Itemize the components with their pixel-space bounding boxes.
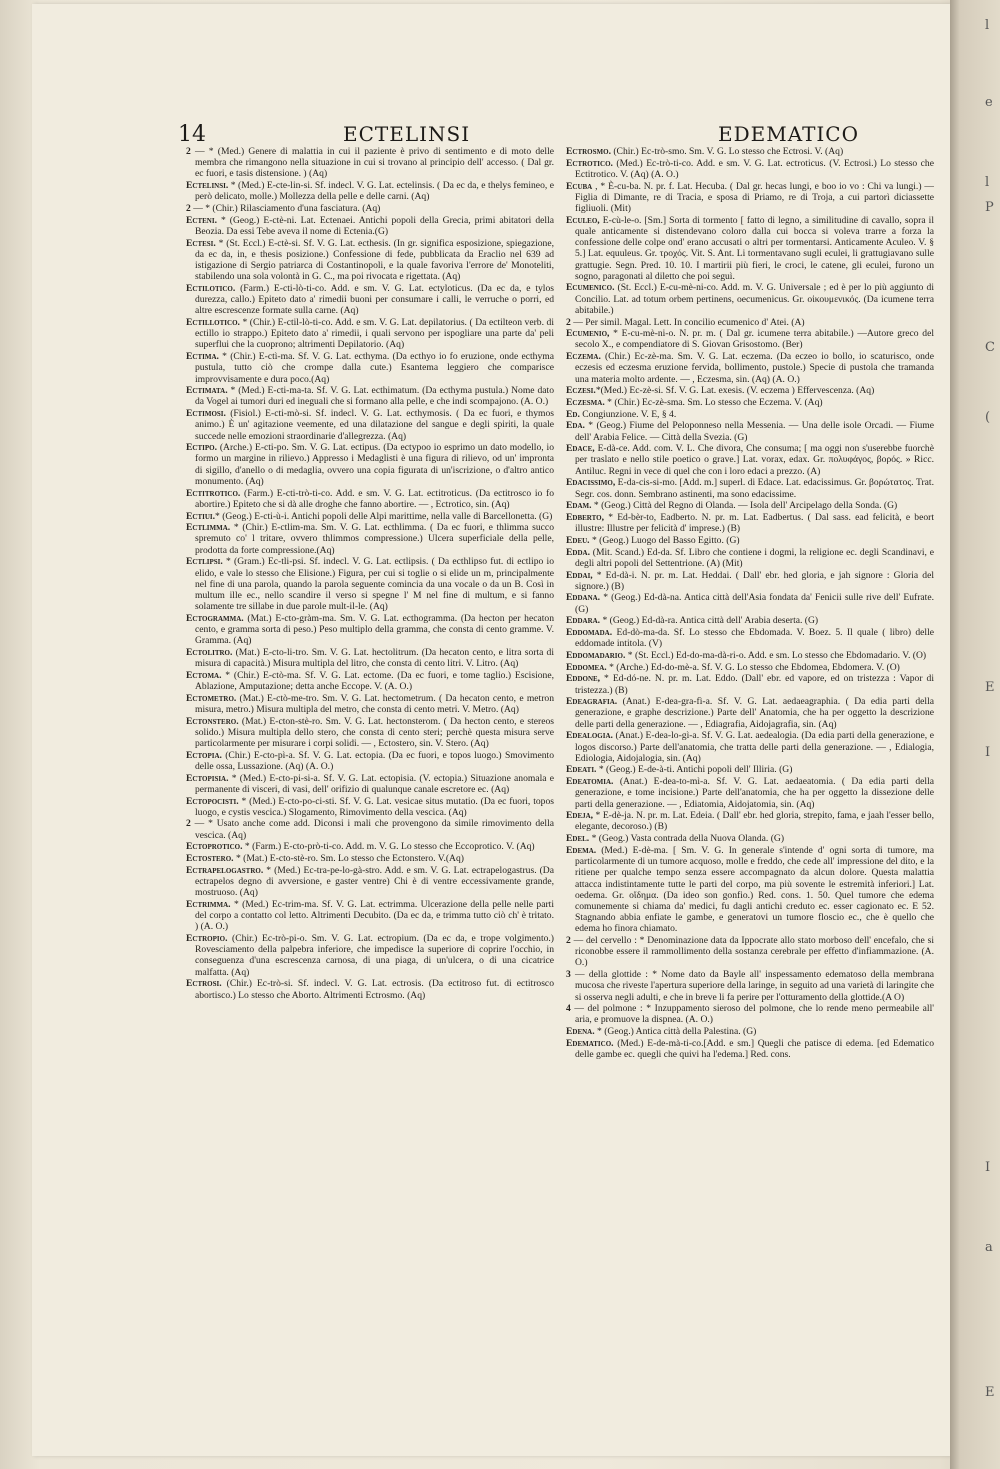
dictionary-entry xyxy=(186,693,554,715)
entry-definition: * (Geog.) E-cti-ù-i. Antichi popoli delle Alpi marittime, nella valle di Barcellonetta. (G) xyxy=(215,510,553,522)
entry-headword: Ecumenio, xyxy=(566,328,610,340)
entry-headword: Ecuba xyxy=(566,180,593,192)
entry-definition: (Farm.) E-cti-trò-ti-co. Add. e sm. V. G. Lat. ectitroticus. (Da ectitrosco io fo abortire.) Epiteto che si dà alle droghe che fanno abortire. — , Ectrotico, sin. (Aq) xyxy=(195,487,554,510)
entry-definition: E-da-cis-si-mo. [Add. m.] superl. di Edace. Lat. edacissimus. Gr. βορώτατος. Trat. Segr. cos. donn. Sembrano astinenti, ma sono edacissime. xyxy=(575,477,934,500)
entry-headword: Ectesi. xyxy=(186,237,216,249)
entry-definition: (St. Eccl.) E-cu-mè-ni-co. Add. m. V. G. Universale ; ed è per lo più aggiunto di Concilio. Lat. ad totum orbem pertinens, oecumenicus. Gr. οἰκουμενικός. (Da icumene terra abitabile.) xyxy=(575,282,934,316)
dictionary-entry xyxy=(566,181,934,215)
entry-definition: — del cervello : * Denominazione data da Ippocrate allo stato morboso dell' encefalo, che si riconobbe essere il rammollimento della sostanza cerebrale per effetto d'infiammazione. (A. O.) xyxy=(570,935,934,969)
entry-headword: Eczema. xyxy=(566,351,601,363)
entry-headword: 2 xyxy=(566,935,571,947)
entry-definition: — Per simil. Magal. Lett. In concilio ecumenico d' Atei. (A) xyxy=(570,316,805,328)
edge-character: I xyxy=(985,745,991,760)
entry-headword: Ectometro. xyxy=(186,692,237,704)
edge-character: l xyxy=(985,18,990,33)
entry-headword: Ectillotico. xyxy=(186,317,240,329)
dictionary-entry xyxy=(566,535,934,546)
entry-definition: (Mat.) E-cto-gràm-ma. Sm. V. G. Lat. ecthogramma. (Da hecton per hecaton cento, e gramma sorta di peso.) Peso multiplo della gramma, che consta di cento gramme. V. Gramma. (Aq) xyxy=(195,612,554,647)
entry-headword: Ectrosi. xyxy=(186,978,222,990)
edge-character: P xyxy=(985,200,994,215)
dictionary-entry xyxy=(566,662,934,673)
dictionary-entry xyxy=(186,385,554,407)
dictionary-entry xyxy=(566,673,934,695)
entry-headword: Edeatomia. xyxy=(566,776,614,788)
dictionary-entry xyxy=(186,613,554,647)
entry-headword: Edda. xyxy=(566,546,590,558)
entry-definition: * (Geog.) Ed-dà-na. Antica città dell'Asia fondata da' Fenicii sulle rive dell' Eufrate. (G) xyxy=(575,592,934,615)
entry-definition: — * (Chir.) Rilasciamento d'una fasciatura. (Aq) xyxy=(190,203,381,215)
entry-headword: Ectropio. xyxy=(186,933,228,945)
dictionary-entry xyxy=(186,488,554,510)
entry-definition: (Chir.) Ec-trò-si. Sf. indecl. V. G. Lat. ectrosis. (Da ectitroso fut. di ectitrosco abortisco.) Lo stesso che Aborto. Altrimenti Ectrosmo. (Aq) xyxy=(195,978,554,1001)
entry-definition: * (Med.) E-cto-pi-si-a. Sf. V. G. Lat. ectopisia. (V. ectopia.) Situazione anomala e permanente di visceri, di vasi, dell' orifizio di qualunque canale escretore ec. (Aq) xyxy=(195,772,554,795)
entry-definition: (Fisiol.) E-cti-mò-si. Sf. indecl. V. G. Lat. ecthymosis. ( Da ec fuori, e thymos animo.) È un' agitazione veemente, ed una dilatazione del sangue e degli spiriti, la quale succede nelle emozioni straordinarie d'allegrezza. (Aq) xyxy=(195,408,554,442)
entry-definition: * (Chir.) E-ctil-lò-ti-co. Add. e sm. V. G. Lat. depilatorius. ( Da ectilteon verb. di ectillo io strappo.) Epiteto dato a' rimedii, i quali servono per ispogliare una parte da' peli superflui che la cuoprono; altrimenti Depilatorio. (Aq) xyxy=(195,317,554,351)
entry-headword: Eczesi. xyxy=(566,385,596,397)
entry-definition: * (Chir.) Ec-zè-sma. Sm. Lo stesso che Eczema. V. (Aq) xyxy=(604,396,823,408)
dictionary-entry xyxy=(566,650,934,661)
entry-headword: Ectrapelogastro. xyxy=(186,864,264,876)
entry-headword: Ectima. xyxy=(186,351,219,363)
dictionary-entry xyxy=(566,385,934,396)
entry-definition: * (Chir.) E-ctì-ma. Sf. V. G. Lat. ecthyma. (Da ecthyo io fo eruzione, onde ecthyma pustula, tutto ciò che crompe dalla cute.) Esantema leggiero che comparisce improvvisamente e dura poco.(Aq) xyxy=(195,351,554,385)
dictionary-entry xyxy=(566,420,934,442)
entry-headword: Edberto, xyxy=(566,512,604,523)
entry-headword: Edeja, xyxy=(566,810,594,822)
entry-headword: 2 xyxy=(186,146,191,157)
dictionary-entry xyxy=(186,773,554,795)
entry-definition: * (Med.) E-cto-po-ci-sti. Sf. V. G. Lat. vesicae situs mutatio. (Da ec fuori, topos luogo, e cystis vescica.) Slogamento, Rimovimento della vescica. (Aq) xyxy=(195,795,554,818)
dictionary-entry xyxy=(186,647,554,669)
entry-headword: Ectimosi. xyxy=(186,408,226,420)
entry-definition: * (Geog.) Vasta contrada della Nuova Olanda. (G) xyxy=(589,833,785,845)
dictionary-entry xyxy=(186,203,554,214)
header-first-word: ECTELINSI xyxy=(343,122,471,146)
entry-definition: * (Geog.) Ed-dà-ra. Antica città dell' Arabia deserta. (G) xyxy=(600,615,819,627)
entry-definition: * E-dè-ja. N. pr. m. Lat. Edeia. ( Dall' ebr. hed gloria, strepito, fama, e jaah l'esser bello, elegante, decoroso.) (B) xyxy=(575,810,934,833)
entry-definition: — del polmone : * Inzuppamento sieroso del polmone, che lo rende meno permeabile all' aria, e promuove la dispnea. (A. O.) xyxy=(570,1003,934,1026)
entry-headword: Ectogramma. xyxy=(186,612,244,624)
dictionary-entry xyxy=(566,696,934,730)
dictionary-entry xyxy=(566,409,934,420)
entry-definition: (Chir.) Ec-trò-pi-o. Sm. V. G. Lat. ectropium. (Da ec da, e trope volgimento.) Rovesciamento della palpebra inferiore, che impedisce la superiore di coprire l'occhio, in conseguenza d'una escrescenza carnosa, di una piaga, di un'ulcera, o di una cicatrice malfatta. (Aq) xyxy=(195,933,554,978)
entry-definition: (Chir.) Ec-zè-ma. Sm. V. G. Lat. eczema. (Da eczeo io bollo, io scaturisco, onde eczesis ed eczesma eruzione fervida, bollimento, pustole.) Specie di pustola che tramanda una materia molto ardente. — , Eczesma, sin. (Aq) (A. O.) xyxy=(575,351,934,385)
entry-headword: Eddana. xyxy=(566,592,601,604)
entry-definition: — * (Med.) Genere di malattia in cui il paziente è privo di sentimento e di moto delle membra che rimangono nella situazione in cui si trovano al principio dell' accesso. ( Dal gr. ec fuori, e tasis distensione. ) (Aq) xyxy=(190,146,554,180)
dictionary-entry xyxy=(186,818,554,840)
entry-definition: (Med.) E-dè-ma. [ Sm. V. G. In generale s'intende d' ogni sorta di tumore, ma particolarmente di un tumore acquoso, molle e freddo, che cede all' impressione del dito, e la ritiene per qualche tempo senza essere accompagnato da alcun dolore. Questa malattia attacca indistintamente tutte le parti del corpo, ma più sovente le estremità inferiori.] Lat. oedema. Gr. οἴδημα. (Da ideo son gonfio.) Red. cons. 1. 50. Quel tumore che edema comunemente si chiama da' medici, fu dagli antichi creduto ec. esser cagionato ec. E 52. Stagnando abbia enfiate le gambe, e generatovi un tumore floscio ec., che è quello che edema ho finora chiamato. xyxy=(575,844,934,935)
dictionary-entry xyxy=(566,845,934,935)
entry-definition: * Ed-bèr-to, Eadberto. N. pr. m. Lat. Eadbertus. ( Dal sass. ead felicità, e beort illustre: Illustre per felicità d' imprese.) (B) xyxy=(575,512,934,535)
entry-headword: Ectopia. xyxy=(186,749,222,761)
header-last-word: EDEMATICO xyxy=(718,122,860,146)
dictionary-entry xyxy=(566,317,934,328)
entry-definition: * (Chir.) E-ctò-ma. Sf. V. G. Lat. ectome. (Da ec fuori, e tome taglio.) Escisione, Ablazione, Amputazione; detta anche Eccope. V. (A. O.) xyxy=(195,669,554,693)
entry-headword: Eddomadario. xyxy=(566,649,626,661)
edge-character: a xyxy=(985,1240,993,1255)
entry-definition: * (Chir.) E-ctlim-ma. Sm. V. G. Lat. ecthlimma. ( Da ec fuori, e thlimma succo spremuto co' l tritare, ovvero thlimmos compressione.) Ulcera superficiale della pelle, prodotta da forte compressione.(Aq) xyxy=(195,522,554,556)
entry-definition: E-cù-le-o. [Sm.] Sorta di tormento [ fatto di legno, a similitudine di cavallo, sopra il quale anticamente si distendevano coloro dalla cui bocca si voleva trarre a forza la confessione delle colpe ond' erano accusati o altri per tormentarsi. Anticamente Aculeo. V. § 5.] Lat. equuleus. Gr. τροχός. Vit. S. Ant. Li tormentavano sugli eculei, li grattugiavano sulle grattugie. Segn. Pred. 10. 10. I martirii più fieri, le croci, le catene, gli eculei, furono un sogno, paragonati al diletto che poi seguì. xyxy=(575,214,934,282)
entry-definition: * (Geog.) E-ctè-ni. Lat. Ectenaei. Antichi popoli della Grecia, primi abitatori della Beozia. Da essi Tebe aveva il nome di Ectenia.(G) xyxy=(195,214,554,237)
entry-headword: Edematico. xyxy=(566,1037,614,1049)
dictionary-entry xyxy=(186,796,554,818)
entry-headword: Ectilotico. xyxy=(186,282,236,294)
dictionary-entry xyxy=(566,615,934,626)
edge-character: e xyxy=(985,95,993,110)
entry-headword: Edel. xyxy=(566,833,590,845)
entry-definition: *(Med.) Ec-zè-si. Sf. V. G. Lat. exesis. (V. eczema ) Effervescenza. (Aq) xyxy=(595,385,875,397)
entry-definition: * (Med.) Ec-tra-pe-lo-gà-stro. Add. e sm. V. G. Lat. ectrapelogastrus. (Da ectrapelos degno di avversione, e gaster ventre) Chi è di ventre eccessivamente grande, mostruoso. (Aq) xyxy=(195,864,554,899)
entry-headword: Edeati. xyxy=(566,764,597,776)
entry-definition: * (Farm.) E-cto-prò-ti-co. Add. m. V. G. Lo stesso che Eccoprotico. V. (Aq) xyxy=(242,841,535,853)
dictionary-entry xyxy=(566,215,934,282)
dictionary-entry xyxy=(186,716,554,750)
entry-definition: (Med.) Ec-trò-ti-co. Add. e sm. V. G. Lat. ectroticus. (V. Ectrosi.) Lo stesso che Ectitrotico. V. (Aq) (A. O.) xyxy=(575,157,934,180)
entry-definition: * (St. Eccl.) E-ctè-si. Sf. V. G. Lat. ecthesis. (In gr. significa esposizione, spiegazione, da ec da, in, e thesis posizione.) Confessione di fede, pubblicata da Eraclio nel 639 ad istigazione di Sergio patriarca di Costantinopoli, e la quale favoriva l'errore de' Monoteliti, stabilendo una sola volontà in G. C., ma poi rivocata e rigettata. (Aq) xyxy=(195,237,554,283)
entry-headword: Ectelinsi. xyxy=(186,180,229,192)
dictionary-entry xyxy=(186,283,554,317)
dictionary-entry xyxy=(566,810,934,832)
edge-character: l xyxy=(985,175,990,190)
edge-character: E xyxy=(985,680,995,695)
entry-headword: Ectoma. xyxy=(186,669,222,681)
dictionary-entry xyxy=(566,1003,934,1025)
entry-headword: Ectiui. xyxy=(186,510,216,522)
dictionary-entry xyxy=(566,730,934,764)
dictionary-entry xyxy=(566,627,934,649)
entry-headword: Edealogia. xyxy=(566,730,613,742)
entry-definition: * (Geog.) Fiume del Peloponneso nella Messenia. — Una delle isole Orcadi. — Fiume dell' Arabia Felice. — Città della Svezia. (G) xyxy=(575,420,934,443)
entry-headword: Ectostero. xyxy=(186,853,234,865)
entry-definition: * (Med.) E-cte-lin-si. Sf. indecl. V. G. Lat. ectelinsis. ( Da ec da, e thelys femineo, e però delicato, molle.) Mollezza della pelle e delle carni. (Aq) xyxy=(195,180,554,203)
entry-definition: * (Med.) Ec-trim-ma. Sf. V. G. Lat. ectrimma. Ulcerazione della pelle nelle parti del corpo a contatto col letto. Altrimenti Decubito. (Da ec da, e trimma tutto ciò ch' è tritato. ) (A. O.) xyxy=(195,898,554,933)
entry-definition: (Mat.) E-cto-li-tro. Sm. V. G. Lat. hectolitrum. (Da hecaton cento, e litra sorta di misura di capacità.) Misura multipla del litro, che consta di cento litri. V. Litro. (Aq) xyxy=(195,646,554,670)
dictionary-entry xyxy=(566,764,934,775)
entry-definition: * Ed-dó-ne. N. pr. m. Lat. Eddo. (Dall' ebr. ed vapore, ed on tristezza : Vapor di tristezza.) (B) xyxy=(575,673,934,696)
dictionary-entry xyxy=(566,397,934,408)
entry-definition: (Mat.) E-ctò-me-tro. Sm. V. G. Lat. hectometrum. ( Da hecaton cento, e metron misura, metro.) Misura multipla del metro, che consta di cento metri. V. Metro. (Aq) xyxy=(195,692,554,715)
entry-definition: (Anat.) E-dea-lo-gì-a. Sf. V. G. Lat. aedealogia. (Da edia parti della generazione, e logos discorso.) Parte dell'anatomia, che tratta delle parti della generazione. — , Edialogia, Ediologia, Aidojalogia, sin. (Aq) xyxy=(575,730,934,764)
dictionary-entry xyxy=(566,443,934,477)
dictionary-entry xyxy=(186,750,554,772)
left-column xyxy=(186,146,554,1336)
entry-definition: (Mit. Scand.) Ed-da. Sf. Libro che contiene i dogmi, la religione ec. degli Scandinavi, e degli altri popoli del Settentrione. (A) (Mit) xyxy=(575,546,934,569)
dictionary-entry xyxy=(566,1026,934,1037)
dictionary-entry xyxy=(186,556,554,612)
dictionary-entry xyxy=(186,180,554,202)
dictionary-entry xyxy=(186,511,554,522)
entry-definition: (Chir.) Ec-trò-smo. Sm. V. G. Lo stesso che Ectrosi. V. (Aq) xyxy=(610,146,844,157)
entry-headword: Ectitrotico. xyxy=(186,487,241,499)
dictionary-entry xyxy=(566,328,934,350)
entry-definition: Ed-dò-ma-da. Sf. Lo stesso che Ebdomada. V. Boez. 5. Il quale ( libro) delle eddomade intitola. (V) xyxy=(575,627,934,650)
dictionary-entry xyxy=(186,865,554,899)
entry-definition: * (St. Eccl.) Ed-do-ma-dà-ri-o. Add. e sm. Lo stesso che Ebdomadario. V. (O) xyxy=(625,649,927,661)
entry-headword: Ectrosmo. xyxy=(566,146,611,157)
entry-definition: * (Med.) E-cti-ma-ta. Sf. V. G. Lat. ecthimatum. (Da ecthyma pustula.) Nome dato da Vogel ai tumori duri ed ineguali che si formano alla pelle, e che indi scompajono. (A. O.) xyxy=(195,385,554,408)
page-number: 14 xyxy=(178,122,206,147)
dictionary-entry xyxy=(566,592,934,614)
entry-headword: Ectopocisti. xyxy=(186,795,239,807)
entry-headword: Eddai, xyxy=(566,569,593,581)
entry-definition: * Ed-dà-i. N. pr. m. Lat. Heddai. ( Dall' ebr. hed gloria, e jah signore : Gloria del signore.) (B) xyxy=(575,569,934,592)
entry-headword: Edace, xyxy=(566,443,595,455)
entry-definition: , * È-cu-ba. N. pr. f. Lat. Hecuba. ( Dal gr. hecas lungi, e boo io vo : Chi va lungi.) — Figlia di Dimante, re di Tracia, e sposa di Priamo, re di Troja, a cui partorì diciassette figliuoli. (Mit) xyxy=(575,180,934,215)
entry-headword: Ectlimma. xyxy=(186,522,231,534)
dictionary-entry xyxy=(186,442,554,487)
dictionary-entry xyxy=(186,899,554,933)
dictionary-entry xyxy=(186,933,554,978)
dictionary-entry xyxy=(566,477,934,499)
entry-headword: Edeagrafia. xyxy=(566,696,618,708)
dictionary-entry xyxy=(566,833,934,844)
entry-headword: Eddone, xyxy=(566,673,601,685)
entry-headword: Ectipo. xyxy=(186,442,217,454)
dictionary-entry xyxy=(566,776,934,810)
dictionary-entry xyxy=(186,146,554,180)
entry-definition: (Farm.) E-cti-lò-ti-co. Add. e sm. V. G. Lat. ectyloticus. (Da ec da, e tylos durezza, callo.) Epiteto dato a' rimedii buoni per consumare i calli, le verruche o porri, ed altre escrescenze formate sulla carne. (Aq) xyxy=(195,282,554,317)
edge-character: E xyxy=(985,1385,995,1400)
entry-definition: E-dà-ce. Add. com. V. L. Che divora, Che consuma; [ ma oggi non s'userebbe fuorchè per traslato e nello stile poetico o grave.] Lat. vorax, edax. Gr. πολυφάγος, βορός. » Ricc. Antiluc. Regni in vece di quel che con i loro edaci a prezzo. (A) xyxy=(575,443,934,477)
dictionary-entry xyxy=(566,500,934,511)
dictionary-entry xyxy=(186,215,554,237)
entry-headword: Eddomea. xyxy=(566,661,607,673)
right-column xyxy=(566,146,934,1336)
entry-definition: (Arche.) E-cti-po. Sm. V. G. Lat. ectipus. (Da ectypoo io esprimo un dato modello, io formo un margine in rilievo.) Appresso i Medaglisti è una figura di rilievo, od un' impronta di sigillo, d'anello o di medaglia, ovvero una copia figurata di un'iscrizione, o d'altro antico monumento. (Aq) xyxy=(195,442,554,487)
entry-definition: * (Geog.) Antica città della Palestina. (G) xyxy=(594,1026,757,1038)
entry-headword: Eddomada. xyxy=(566,627,613,639)
dictionary-entry xyxy=(186,408,554,442)
entry-headword: Ectopisia. xyxy=(186,772,229,784)
entry-definition: * (Arche.) Ed-do-mè-a. Sf. V. G. Lo stesso che Ebdomea, Ebdomera. V. (O) xyxy=(606,661,900,673)
entry-definition: — * Usato anche come add. Diconsi i mali che provengono da simile rimovimento della vescica. (Aq) xyxy=(190,818,554,841)
dictionary-entry xyxy=(566,935,934,969)
dictionary-entry xyxy=(566,351,934,385)
edge-character: ( xyxy=(985,410,991,425)
dictionary-entry xyxy=(566,146,934,157)
entry-headword: 2 xyxy=(186,818,191,830)
entry-headword: Ectimata. xyxy=(186,385,228,397)
entry-definition: (Chir.) E-cto-pì-a. Sf. V. G. Lat. ectopia. (Da ec fuori, e topos luogo.) Smovimento delle ossa, Lussazione. (Aq) (A. O.) xyxy=(195,749,554,772)
entry-definition: Congiunzione. V. E, § 4. xyxy=(579,408,677,420)
edge-character: I xyxy=(985,1160,991,1175)
dictionary-entry xyxy=(186,522,554,556)
entry-definition: (Anat.) E-dea-gra-fì-a. Sf. V. G. Lat. aedaeagraphia. ( Da edia parti della generazione, e graphe descrizione.) Parte dell' Anatomia, che ha per oggetto la descrizione delle parti della generazione. — , Ediagrafia, Aidojagrafia, sin. (Aq) xyxy=(575,696,934,730)
entry-definition: * (Geog.) E-de-à-ti. Antichi popoli dell' Illiria. (G) xyxy=(596,764,793,776)
dictionary-entry xyxy=(566,282,934,316)
entry-definition: (Anat.) E-dea-to-mì-a. Sf. V. G. Lat. aedaeatomia. ( Da edia parti della generazione, e tome incisione.) Parte dell'anatomia, che ha per oggetto la dissezione delle parti della generazione. — , Ediatomia, Aidojatomia, sin. (Aq) xyxy=(575,776,934,810)
entry-definition: * (Mat.) E-cto-stè-ro. Sm. Lo stesso che Ectonstero. V.(Aq) xyxy=(233,853,464,865)
entry-headword: 3 xyxy=(566,969,571,981)
entry-headword: Edeu. xyxy=(566,534,590,546)
entry-headword: Eczesma. xyxy=(566,396,605,408)
entry-headword: Edacissimo, xyxy=(566,477,616,489)
dictionary-entry xyxy=(566,969,934,1003)
entry-headword: 2 xyxy=(186,203,191,215)
entry-headword: Edema. xyxy=(566,844,597,856)
entry-headword: Ecteni. xyxy=(186,214,217,226)
entry-headword: Eddara. xyxy=(566,615,601,627)
dictionary-entry xyxy=(566,547,934,569)
entry-headword: Ectolitro. xyxy=(186,646,233,658)
dictionary-entry xyxy=(186,238,554,283)
entry-headword: 4 xyxy=(566,1003,571,1015)
entry-headword: 2 xyxy=(566,316,571,328)
edge-character: C xyxy=(985,340,995,355)
dictionary-entry xyxy=(186,670,554,692)
entry-definition: * (Gram.) Ec-tli-psi. Sf. indecl. V. G. Lat. ectlipsis. ( Da ecthlipso fut. di ectlipo io elido, e vale lo stesso che Elisione.) Figura, per cui si toglie o si elide un m, principalmente nel fine di una parola, quando la parola seguente comincia da una vocale o da un B. Così in multum ille ec., nello scandire il verso si spegne l' M nel fine di multum, e si fanno solamente tre sillabe in due parole mult-il-le. (Aq) xyxy=(195,556,554,613)
entry-definition: (Med.) E-de-mà-ti-co.[Add. e sm.] Quegli che patisce di edema. [ed Edematico delle gambe ec. quegli che quivi ha l'edema.] Red. cons. xyxy=(575,1037,934,1061)
entry-headword: Ed. xyxy=(566,408,580,420)
entry-headword: Edam. xyxy=(566,500,592,512)
dictionary-entry xyxy=(566,1038,934,1060)
dictionary-entry xyxy=(186,841,554,852)
entry-headword: Ectonstero. xyxy=(186,715,239,727)
entry-headword: Ectrotico. xyxy=(566,157,613,169)
entry-definition: — della glottide : * Nome dato da Bayle all' inspessamento edematoso della membrana mucosa che riveste l'apertura superiore della laringe, in seguito ad una varietà di laringite che si osserva negli adulti, e che in breve li fa perire per l'otturamento della glottide.(A O) xyxy=(570,969,934,1003)
entry-definition: * (Geog.) Città del Regno di Olanda. — Isola dell' Arcipelago della Sonda. (G) xyxy=(591,500,898,512)
entry-headword: Edena. xyxy=(566,1026,595,1038)
entry-headword: Ecumenico. xyxy=(566,282,615,294)
dictionary-entry xyxy=(186,853,554,864)
entry-headword: Ectrimma. xyxy=(186,898,231,910)
dictionary-entry xyxy=(186,978,554,1000)
dictionary-entry xyxy=(186,317,554,351)
entry-headword: Ectoprotico. xyxy=(186,841,243,853)
entry-headword: Ectlipsi. xyxy=(186,556,223,568)
entry-definition: * (Geog.) Luogo del Basso Egitto. (G) xyxy=(589,534,740,546)
dictionary-entry xyxy=(566,158,934,180)
dictionary-entry xyxy=(186,351,554,385)
entry-definition: * E-cu-mè-ni-o. N. pr. m. ( Dal gr. icumene terra abitabile.) —Autore greco del secolo X., e compendiatore di S. Giovan Grisostomo. (Ber) xyxy=(575,328,934,351)
dictionary-entry xyxy=(566,570,934,592)
dictionary-entry xyxy=(566,512,934,534)
entry-definition: (Mat.) E-cton-stè-ro. Sm. V. G. Lat. hectonsterom. ( Da hecton cento, e stereos solido.) Misura multipla dello stero, che consta di cento steri; perchè questa misura serve particolarmente per misurare i corpi solidi. — , Ectostero, sin. V. Stero. (Aq) xyxy=(195,715,554,750)
entry-headword: Eda. xyxy=(566,420,585,432)
entry-headword: Eculeo, xyxy=(566,214,600,226)
